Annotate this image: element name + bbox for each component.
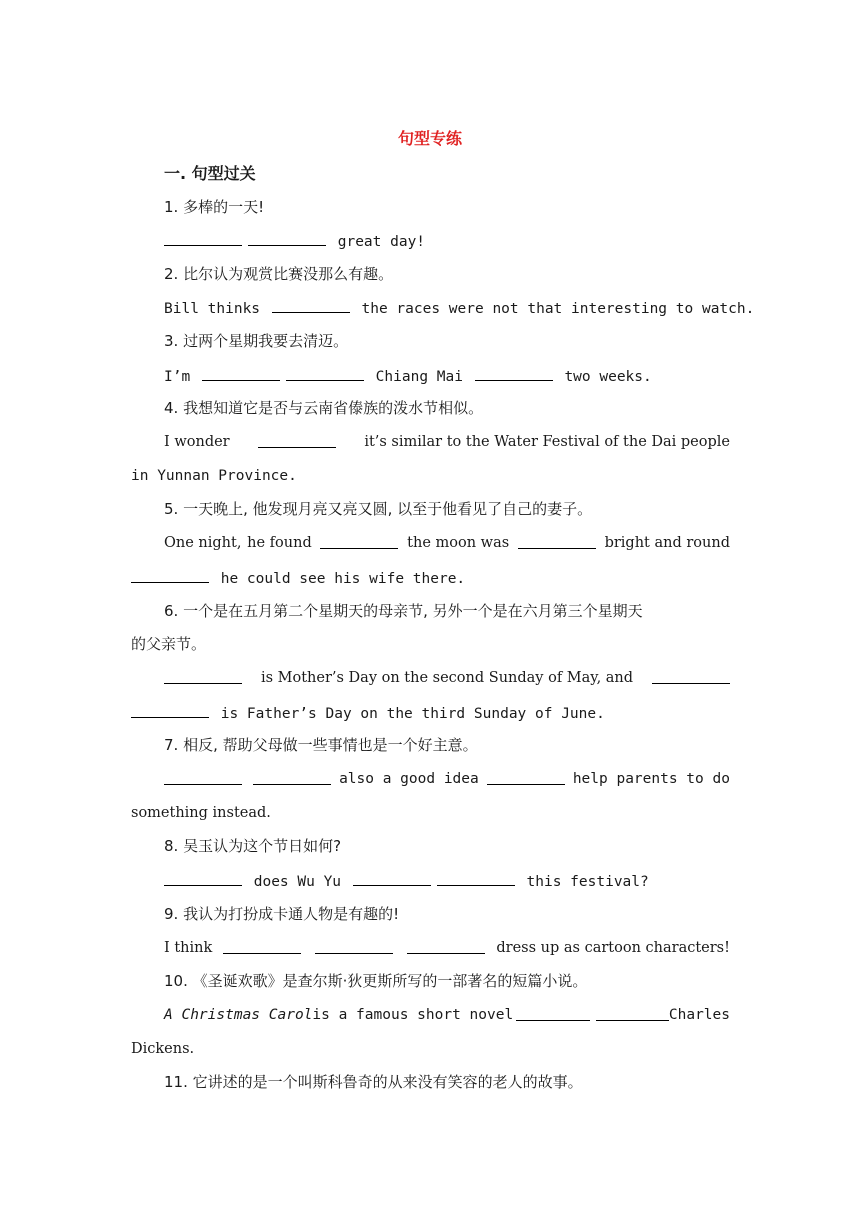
q2-text-a: Bill thinks — [164, 301, 261, 317]
q3-text-c: two weeks. — [564, 369, 652, 385]
q10-book-title: A Christmas Carol — [164, 1007, 313, 1023]
answer-blank[interactable] — [131, 702, 209, 718]
q9-text-b: dress up as cartoon characters! — [496, 940, 730, 956]
q10-english-line2: Dickens. — [131, 1041, 195, 1057]
q10-chinese: 10. 《圣诞欢歌》是查尔斯·狄更斯所写的一部著名的短篇小说。 — [164, 972, 588, 990]
q1-chinese: 1. 多棒的一天! — [164, 198, 265, 216]
q3-text-a: I’m — [164, 369, 191, 385]
page-title: 句型专练 — [397, 129, 462, 148]
answer-blank[interactable] — [272, 297, 350, 313]
answer-blank[interactable] — [518, 533, 596, 549]
q4-text-b: it’s similar to the Water Festival of the Dai people — [364, 434, 730, 450]
q6-text-a: is Mother’s Day on the second Sunday of May, and — [260, 670, 634, 686]
q8-chinese: 8. 吴玉认为这个节日如何? — [164, 837, 342, 855]
q9-chinese: 9. 我认为打扮成卡通人物是有趣的! — [164, 905, 400, 923]
answer-blank[interactable] — [596, 1005, 669, 1021]
q5-chinese: 5. 一天晚上, 他发现月亮又亮又圆, 以至于他看见了自己的妻子。 — [164, 500, 593, 518]
answer-blank[interactable] — [164, 870, 242, 886]
q5-text-a: One night, — [164, 535, 242, 551]
q9-text-a: I think — [164, 940, 213, 956]
q4-english-line2: in Yunnan Province. — [131, 468, 297, 484]
q5-english-line2 — [131, 567, 465, 589]
answer-blank[interactable] — [407, 938, 485, 954]
answer-blank[interactable] — [164, 230, 242, 246]
answer-blank[interactable] — [487, 769, 565, 785]
answer-blank[interactable] — [131, 567, 209, 583]
q5-text-b: he found — [247, 535, 312, 551]
answer-blank[interactable] — [652, 668, 730, 684]
q2-text-b: the races were not that interesting to watch. — [361, 301, 755, 317]
q8-text-a: does Wu Yu — [253, 874, 342, 890]
answer-blank[interactable] — [315, 938, 393, 954]
answer-blank[interactable] — [475, 365, 553, 381]
answer-blank[interactable] — [437, 870, 515, 886]
q3-chinese: 3. 过两个星期我要去清迈。 — [164, 332, 349, 350]
q10-text-b: is a famous short novel — [312, 1007, 514, 1023]
answer-blank[interactable] — [320, 533, 398, 549]
q1-text: great day! — [337, 234, 426, 250]
q6-text-b: is Father’s Day on the third Sunday of June. — [220, 706, 605, 722]
q7-english-line2: something instead. — [131, 805, 271, 821]
answer-blank[interactable] — [516, 1005, 589, 1021]
answer-blank[interactable] — [164, 668, 242, 684]
answer-blank[interactable] — [286, 365, 364, 381]
q10-english-line1 — [164, 1005, 730, 1025]
q2-chinese: 2. 比尔认为观赏比赛没那么有趣。 — [164, 265, 394, 283]
q3-english — [164, 365, 652, 387]
q5-text-e: he could see his wife there. — [220, 571, 466, 587]
q5-text-d: bright and round — [604, 535, 730, 551]
q7-text-a: also a good idea — [339, 771, 479, 787]
answer-blank[interactable] — [164, 769, 242, 785]
q4-chinese: 4. 我想知道它是否与云南省傣族的泼水节相似。 — [164, 399, 484, 417]
q10-text-c: Charles — [668, 1007, 730, 1023]
q7-english-line1 — [164, 769, 730, 789]
q6-chinese-line2: 的父亲节。 — [131, 635, 207, 653]
answer-blank[interactable] — [202, 365, 280, 381]
answer-blank[interactable] — [258, 432, 336, 448]
q8-text-b: this festival? — [526, 874, 649, 890]
q3-text-b: Chiang Mai — [375, 369, 463, 385]
q7-chinese: 7. 相反, 帮助父母做一些事情也是一个好主意。 — [164, 736, 478, 754]
q8-english — [164, 870, 649, 892]
q6-english-line2 — [131, 702, 605, 724]
section-heading: 一. 句型过关 — [164, 164, 256, 183]
q6-chinese-line1: 6. 一个是在五月第二个星期天的母亲节, 另外一个是在六月第三个星期天 — [164, 602, 643, 620]
answer-blank[interactable] — [253, 769, 331, 785]
q5-text-c: the moon was — [407, 535, 510, 551]
q9-english — [164, 938, 730, 958]
q4-text-a: I wonder — [164, 434, 230, 450]
q2-english — [164, 297, 754, 319]
q4-english-line1 — [164, 432, 730, 452]
q5-english-line1 — [164, 533, 730, 553]
answer-blank[interactable] — [223, 938, 301, 954]
q6-english-line1 — [164, 668, 730, 688]
answer-blank[interactable] — [248, 230, 326, 246]
q11-chinese: 11. 它讲述的是一个叫斯科鲁奇的从来没有笑容的老人的故事。 — [164, 1073, 583, 1091]
q1-english — [164, 230, 425, 252]
answer-blank[interactable] — [353, 870, 431, 886]
q7-text-b: help parents to do — [572, 771, 730, 787]
